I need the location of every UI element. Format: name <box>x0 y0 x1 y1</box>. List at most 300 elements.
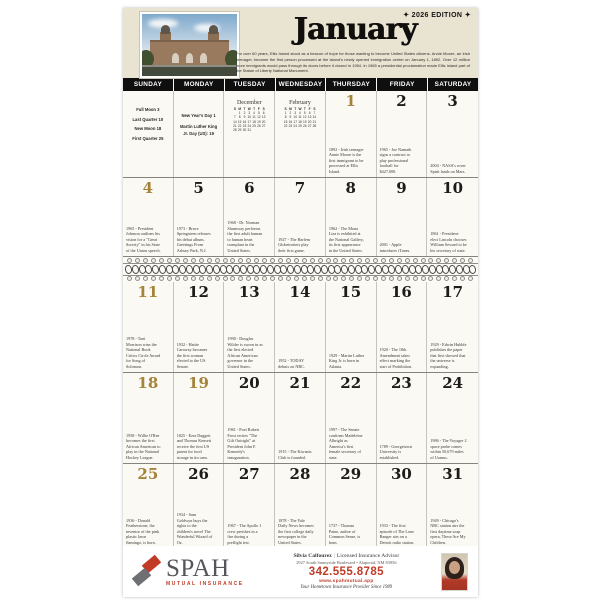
day-cell <box>377 282 428 372</box>
mini-day-number: 20 <box>307 119 312 124</box>
binding-hole <box>254 276 259 281</box>
mini-day-number: 21 <box>233 124 237 129</box>
day-fact: 1892 - Irish teenager Annie Moore is the first immigrant to be processed at Ellis Island. <box>328 146 364 174</box>
day-cell <box>377 464 428 548</box>
day-fact: 1932 - Hattie Caraway becomes the first woman elected to the US Senate. <box>176 341 208 369</box>
binding-hole <box>302 276 307 281</box>
mini-day-number: 22 <box>237 124 242 129</box>
mini-calendar-grid <box>224 108 274 134</box>
day-fact: 1825 - Ezra Daggett and Thomas Kensett receive the first US patent for food storage in tin cans. <box>176 432 212 460</box>
mini-day-number: 21 <box>312 119 317 124</box>
weekday-header: SATURDAY <box>428 78 478 91</box>
advisor-name: Silvia Calfourez <box>293 552 332 559</box>
mini-day-letter: F <box>308 106 311 111</box>
day-fact: 1965 - Joe Namath signs a contract to play professional football for $427,000. <box>379 146 412 174</box>
day-fact: 1949 - Chicago's NBC station airs the first daytime soap opera, These Are My Children. <box>430 517 466 545</box>
mini-day-number: 13 <box>307 115 312 120</box>
day-cell <box>224 373 275 463</box>
day-cell <box>174 282 225 372</box>
holiday-entry: New Year's Day 1 <box>181 113 216 118</box>
binding-hole <box>254 258 259 263</box>
day-cell <box>377 178 428 256</box>
day-cell <box>377 373 428 463</box>
day-cell <box>174 464 225 548</box>
day-fact: 1965 - President Johnson outlines his vision for a "Great Society" in his State of the Union speech. <box>126 225 161 253</box>
face-shape <box>449 561 460 574</box>
calendar-header <box>123 8 478 78</box>
day-fact: 1986 - The Voyager 2 space probe comes within 50,679 miles of Uranus. <box>430 438 467 460</box>
binding-hole <box>436 276 441 281</box>
brand-name: SPAH <box>166 554 230 582</box>
binding-hole <box>151 258 156 263</box>
day-cell <box>427 178 478 256</box>
binding-hole <box>444 258 449 263</box>
day-number: 21 <box>289 374 311 392</box>
mini-day-number: 1 <box>238 110 241 115</box>
binding-hole <box>341 276 346 281</box>
day-number: 17 <box>442 283 464 301</box>
binding-hole <box>397 276 402 281</box>
mini-day-number: 3 <box>248 110 251 115</box>
advisor-address: 2927 South Sunnyside Boulevard • Alaportal, NM 83956 <box>296 559 397 565</box>
binding-hole <box>349 258 354 263</box>
binding-hole <box>143 276 148 281</box>
mini-day-letter: T <box>253 106 256 111</box>
mini-day-number: 28 <box>233 128 237 133</box>
binding-hole <box>143 258 148 263</box>
mini-day-number: 15 <box>237 119 242 124</box>
binding-hole <box>326 258 331 263</box>
binding-hole <box>373 276 378 281</box>
binding-hole <box>413 258 418 263</box>
binding-hole <box>333 276 338 281</box>
day-number: 27 <box>238 465 260 483</box>
mini-day-number: 26 <box>303 124 307 129</box>
day-number: 9 <box>396 179 407 197</box>
mini-day-letter: W <box>247 106 251 111</box>
mini-day-letter: S <box>313 106 316 111</box>
weekday-header: MONDAY <box>174 78 224 91</box>
holiday-list <box>174 113 224 137</box>
day-number: 31 <box>442 465 464 483</box>
week-row-1 <box>123 91 478 178</box>
day-cell <box>123 373 174 463</box>
binding-rings <box>123 264 478 275</box>
mini-day-number: 20 <box>261 119 266 124</box>
mini-day-number: 19 <box>303 119 307 124</box>
binding-hole <box>199 258 204 263</box>
mini-day-number: 27 <box>307 124 312 129</box>
moon-phase: New Moon 18 <box>134 126 162 131</box>
day-number: 6 <box>244 179 255 197</box>
binding-hole <box>373 258 378 263</box>
day-number: 12 <box>188 283 209 301</box>
day-cell <box>326 178 377 256</box>
binding-hole <box>191 276 196 281</box>
binding-hole <box>302 258 307 263</box>
advisor-title: Licensed Insurance Advisor <box>336 552 400 559</box>
day-cell <box>224 178 275 256</box>
day-fact: 1961 - Poet Robert Frost recites "The Gift Outright" at President John F. Kennedy's inauguration. <box>227 427 260 460</box>
mini-day-number: 12 <box>303 115 307 120</box>
advisor-website: www.spahmutual.app <box>319 578 374 584</box>
binding-hole <box>238 276 243 281</box>
day-number: 20 <box>238 374 260 392</box>
moon-phases-cell <box>123 91 174 177</box>
binding-hole <box>215 258 220 263</box>
mini-day-number: 23 <box>288 124 293 129</box>
day-cell <box>275 464 326 548</box>
mini-day-number: 2 <box>289 110 292 115</box>
month-title: January <box>293 12 417 47</box>
binding-hole <box>468 276 473 281</box>
binding-hole <box>310 276 315 281</box>
binding-hole <box>135 258 140 263</box>
binding-hole <box>278 258 283 263</box>
binding-hole <box>421 276 426 281</box>
day-fact: 1878 - The Yale Daily News becomes the first college daily newspaper in the United States. <box>278 517 314 545</box>
day-fact: 2001 - Apple introduces iTunes. <box>379 242 411 253</box>
day-cell <box>123 282 174 372</box>
binding-hole <box>223 276 228 281</box>
binding-hole <box>326 276 331 281</box>
binding-hole <box>452 258 457 263</box>
mini-day-number: 18 <box>298 119 302 124</box>
binding-hole <box>246 258 251 263</box>
mini-day-number: 24 <box>293 124 297 129</box>
binding-hole <box>294 276 299 281</box>
mini-calendar-title: December <box>236 100 262 106</box>
ground-shape <box>142 65 237 76</box>
binding-ring <box>468 264 476 274</box>
day-number: 23 <box>390 374 412 392</box>
binding-hole <box>207 258 212 263</box>
day-fact: 1927 - The Harlem Globetrotters play their first game. <box>278 236 311 253</box>
binding-hole <box>397 258 402 263</box>
building-arch <box>186 53 193 63</box>
mini-day-number: 3 <box>294 110 297 115</box>
day-number: 30 <box>390 465 412 483</box>
binding-hole <box>183 258 188 263</box>
binding-hole <box>444 276 449 281</box>
mini-calendar-cell <box>275 91 326 177</box>
day-number: 19 <box>188 374 209 392</box>
binding-hole <box>436 258 441 263</box>
binding-hole <box>127 258 132 263</box>
binding-hole <box>191 258 196 263</box>
mini-day-number: 10 <box>247 115 252 120</box>
day-fact: 1789 - Georgetown University is established. <box>379 443 413 460</box>
mini-day-letter: T <box>303 106 306 111</box>
binding-hole <box>215 276 220 281</box>
mini-day-letter: F <box>257 106 260 111</box>
day-number: 4 <box>142 179 154 197</box>
binding-hole <box>333 258 338 263</box>
binding-hole <box>405 276 410 281</box>
binding-hole <box>341 258 346 263</box>
day-number: 15 <box>340 283 362 301</box>
mini-day-number: 27 <box>261 124 266 129</box>
building-arch <box>172 53 179 63</box>
moon-phase: Last Quarter 10 <box>132 116 164 122</box>
mini-day-number: 17 <box>247 119 252 124</box>
mini-day-letter: M <box>289 106 292 111</box>
mini-day-number: 26 <box>257 124 261 129</box>
binding-hole <box>318 276 323 281</box>
weekday-header: TUESDAY <box>225 78 275 91</box>
binding-hole <box>286 258 291 263</box>
sponsor-ad <box>123 546 478 597</box>
mini-day-number: 12 <box>257 115 261 120</box>
binding-hole <box>349 276 354 281</box>
mini-day-number: 9 <box>243 115 246 120</box>
binding-hole <box>151 276 156 281</box>
mini-day-number: 16 <box>288 119 293 124</box>
mini-day-letter: T <box>243 106 246 111</box>
binding-hole <box>428 276 433 281</box>
day-number: 3 <box>447 92 458 110</box>
binding-hole <box>294 258 299 263</box>
day-fact: 1933 - The first episode of The Lone Ranger airs on a Detroit radio station. <box>379 523 415 545</box>
day-fact: 1968 - Dr. Norman Shumway performs the first adult human to human heart transplant in the United States. <box>227 220 263 253</box>
binding-hole <box>365 276 370 281</box>
day-cell <box>123 178 174 256</box>
binding-hole <box>230 276 235 281</box>
day-cell <box>427 282 478 372</box>
day-fact: 1962 - The Mona Lisa is exhibited at the National Gallery, its first appearance in the United States. <box>328 225 364 253</box>
mini-day-number: 11 <box>252 115 256 120</box>
binding-hole <box>357 258 362 263</box>
binding-hole <box>223 258 228 263</box>
day-cell <box>326 373 377 463</box>
binding-hole <box>389 276 394 281</box>
binding-hole <box>127 276 132 281</box>
day-fact: 1967 - The Apollo 1 crew perishes in a fire during a preflight test. <box>227 523 262 545</box>
day-fact: 2004 - NASA's rover Spirit lands on Mars. <box>430 163 466 174</box>
spah-logo <box>133 556 244 588</box>
day-fact: 1990 - Douglas Wilder is sworn in as the first elected African American governor in the United States. <box>227 336 263 369</box>
binding-hole <box>413 276 418 281</box>
binding-hole <box>468 258 473 263</box>
week-row-3 <box>123 282 478 373</box>
binding-hole <box>270 258 275 263</box>
mini-day-letter: T <box>294 106 297 111</box>
binding-hole <box>238 258 243 263</box>
intro-paragraph: For over 60 years, Ellis Island stood as a beacon of hope for those wanting to become United States citizens. Annie Moore, an Irish teenager, became the first person processed at the island's newly opened immigration center on January 1, 1892. Over 12 million more immigrants would pass through its doors before it closed in 1954. In 1965 a presidential proclamation made Ellis Island part of the Statue of Liberty National Monument. <box>236 51 470 74</box>
day-number: 16 <box>390 283 412 301</box>
day-number: 22 <box>340 374 362 392</box>
day-fact: 1973 - Bruce Springsteen releases his debut album, Greetings From Asbury Park, N.J. <box>176 225 211 253</box>
week-row-2 <box>123 178 478 257</box>
binding-hole <box>175 258 180 263</box>
binding-hole <box>167 276 172 281</box>
mini-day-number: 5 <box>257 110 260 115</box>
day-cell <box>326 464 377 548</box>
day-number: 8 <box>345 179 356 197</box>
mini-day-number: 7 <box>313 110 316 115</box>
mini-calendar-title: February <box>289 100 311 106</box>
day-cell <box>427 91 478 177</box>
advisor-photo <box>441 553 468 591</box>
moon-phase-list <box>123 107 173 141</box>
day-number: 13 <box>238 283 260 301</box>
mini-day-number: 16 <box>242 119 247 124</box>
mini-day-number: 14 <box>233 119 237 124</box>
binding-hole <box>207 276 212 281</box>
mini-calendar-grid <box>275 108 325 129</box>
day-cell <box>427 464 478 548</box>
weekday-header: WEDNESDAY <box>276 78 326 91</box>
building-arch <box>200 53 207 63</box>
binding-hole <box>230 258 235 263</box>
day-fact: 1936 - Donald Featherstone, the inventor of the pink plastic lawn flamingo, is born. <box>126 517 160 545</box>
mini-day-number: 22 <box>283 124 288 129</box>
day-fact: 1934 - Sam Goldwyn buys the rights to the children's novel The Wonderful Wizard of Oz. <box>176 512 213 545</box>
binding-hole <box>159 276 164 281</box>
spah-logo-icon <box>133 556 163 588</box>
binding-hole <box>460 258 465 263</box>
day-cell <box>427 373 478 463</box>
day-number: 10 <box>442 179 464 197</box>
moon-phase: First Quarter 25 <box>132 135 164 141</box>
mini-calendar <box>224 100 274 133</box>
day-number: 18 <box>137 374 159 392</box>
moon-phase: Full Moon 3 <box>136 107 160 112</box>
week-row-4 <box>123 373 478 464</box>
week-row-5 <box>123 464 478 549</box>
mini-day-number: 9 <box>289 115 292 120</box>
mini-day-number: 1 <box>284 110 287 115</box>
day-fact: 1920 - The 18th Amendment takes effect marking the start of Prohibition. <box>379 347 413 369</box>
day-cell <box>275 373 326 463</box>
mini-day-number: 5 <box>303 110 306 115</box>
day-number: 11 <box>137 283 159 301</box>
mini-day-letter: M <box>238 106 241 111</box>
binding-hole <box>310 258 315 263</box>
separator: | <box>333 552 335 559</box>
mini-day-number: 29 <box>237 128 242 133</box>
binding-hole <box>357 276 362 281</box>
binding-hole <box>183 276 188 281</box>
binding-hole <box>318 258 323 263</box>
binding-hole <box>278 276 283 281</box>
mini-day-number: 14 <box>312 115 317 120</box>
mini-day-number: 10 <box>293 115 297 120</box>
mini-day-number: 19 <box>257 119 261 124</box>
day-fact: 1861 - President-elect Lincoln chooses William Seward to be his secretary of state. <box>430 231 467 253</box>
binding-hole <box>452 276 457 281</box>
binding-hole <box>262 276 267 281</box>
holiday-entry: Martin Luther King Jr. Day (US): 19 <box>179 124 218 136</box>
calendar-page <box>123 8 478 597</box>
day-number: 1 <box>345 92 356 110</box>
binding-hole <box>428 258 433 263</box>
mini-day-number: 15 <box>283 119 288 124</box>
mini-calendar <box>275 100 325 129</box>
day-number: 28 <box>289 465 311 483</box>
binding-hole <box>135 276 140 281</box>
day-number: 25 <box>137 465 159 483</box>
binding-hole <box>159 258 164 263</box>
binding-hole <box>421 258 426 263</box>
mini-day-number: 25 <box>252 124 256 129</box>
ellis-island-photo <box>140 12 239 78</box>
day-cell <box>174 373 225 463</box>
mini-day-number: 30 <box>242 128 247 133</box>
mini-day-number: 4 <box>299 110 301 115</box>
binding-hole <box>175 276 180 281</box>
day-cell <box>123 464 174 548</box>
mini-day-letter: S <box>262 106 265 111</box>
brand-subtitle: MUTUAL INSURANCE <box>166 580 244 587</box>
mini-day-number: 6 <box>262 110 265 115</box>
day-cell <box>377 91 428 177</box>
day-number: 7 <box>294 179 306 197</box>
binding-hole <box>365 258 370 263</box>
holidays-cell <box>174 91 225 177</box>
advisor-phone: 342.555.8785 <box>308 565 384 578</box>
day-number: 29 <box>340 465 362 483</box>
binding-hole <box>167 258 172 263</box>
mini-day-number: 6 <box>308 110 311 115</box>
advisor-contact-block <box>252 553 441 591</box>
mini-day-number: 25 <box>298 124 302 129</box>
day-fact: 1737 - Thomas Paine, author of Common Sense, is born. <box>328 523 361 545</box>
day-fact: 1978 - Toni Morrison wins the National Book Critics Circle Award for Song of Solomon. <box>126 336 161 369</box>
binding-hole <box>389 258 394 263</box>
binding-hole <box>381 258 386 263</box>
weekday-header: THURSDAY <box>326 78 376 91</box>
day-fact: 1929 - Edwin Hubble publishes the paper that first showed that the universe is expanding. <box>430 341 467 369</box>
binding-hole <box>270 276 275 281</box>
mini-calendar-cell <box>224 91 275 177</box>
mini-day-number: 8 <box>238 115 241 120</box>
day-fact: 1952 - TODAY debuts on NBC. <box>278 358 306 369</box>
day-cell <box>174 178 225 256</box>
day-cell <box>326 91 377 177</box>
weekday-header-row <box>123 78 478 91</box>
binding-hole <box>460 276 465 281</box>
day-cell <box>326 282 377 372</box>
mini-day-number: 24 <box>247 124 252 129</box>
mini-day-number: 11 <box>298 115 302 120</box>
day-fact: 1958 - Willie O'Ree becomes the first African American to play in the National Hockey League. <box>126 432 161 460</box>
day-cell <box>275 282 326 372</box>
day-number: 2 <box>396 92 407 110</box>
mini-day-number <box>261 129 266 133</box>
edition-badge: ✦ 2026 EDITION ✦ <box>403 12 471 19</box>
wire-binding <box>123 257 478 282</box>
mini-day-number: 13 <box>261 115 266 120</box>
mini-day-letter: W <box>298 106 302 111</box>
mini-day-number: 8 <box>284 115 287 120</box>
mini-day-number: 28 <box>312 124 317 129</box>
mini-day-letter: S <box>284 106 287 111</box>
mini-day-number: 7 <box>233 115 236 120</box>
ad-tagline: Your Hometown Insurance Provider Since 1989 <box>300 585 393 591</box>
mini-day-number: 4 <box>253 110 255 115</box>
day-fact: 1929 - Martin Luther King Jr. is born in Atlanta. <box>328 352 365 369</box>
day-number: 26 <box>188 465 209 483</box>
binding-hole <box>246 276 251 281</box>
mini-day-number: 2 <box>243 110 246 115</box>
binding-hole <box>199 276 204 281</box>
day-cell <box>224 464 275 548</box>
mini-day-number: 18 <box>252 119 256 124</box>
mini-day-number: 17 <box>293 119 297 124</box>
day-cell <box>275 178 326 256</box>
mini-day-number: 31 <box>247 128 252 133</box>
